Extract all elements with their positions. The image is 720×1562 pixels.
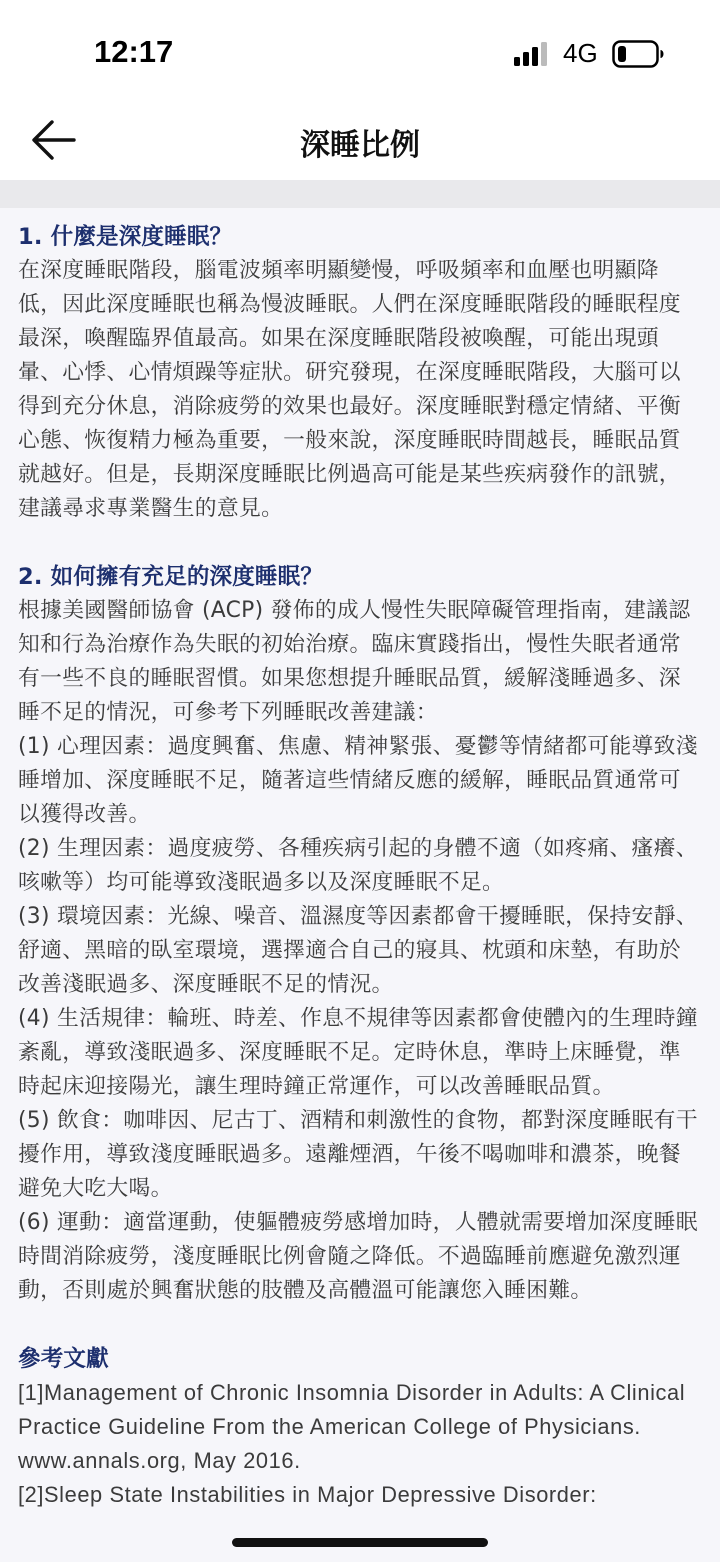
section-how-to-get-deep-sleep xyxy=(18,560,702,1308)
tip-diet: (5) 飲食：咖啡因、尼古丁、酒精和刺激性的食物，都對深度睡眠有干擾作用，導致淺度睡眠過多。遠離煙酒，午後不喝咖啡和濃茶，晚餐避免大吃大喝。 xyxy=(18,1108,698,1201)
cellular-signal-icon xyxy=(514,42,550,66)
page-title: 深睡比例 xyxy=(300,128,420,163)
tip-psychological: (1) 心理因素：過度興奮、焦慮、精神緊張、憂鬱等情緒都可能導致淺睡增加、深度睡眠不足，隨著這些情緒反應的緩解，睡眠品質通常可以獲得改善。 xyxy=(18,734,698,827)
tip-routine: (4) 生活規律：輪班、時差、作息不規律等因素都會使體內的生理時鐘紊亂，導致淺眠過多、深度睡眠不足。定時休息，準時上床睡覺，準時起床迎接陽光，讓生理時鐘正常運作，可以改善睡眠品質。 xyxy=(18,1006,698,1099)
section-paragraph: 根據美國醫師協會 (ACP) 發佈的成人慢性失眠障礙管理指南，建議認知和行為治療作為失眠的初始治療。臨床實踐指出，慢性失眠者通常有一些不良的睡眠習慣。如果您想提升睡眠品質，緩解淺睡過多、深睡不足的情況，可參考下列睡眠改善建議： xyxy=(18,598,691,725)
status-time: 12:17 xyxy=(94,34,174,69)
network-type: 4G xyxy=(563,38,598,68)
battery-low-icon xyxy=(612,40,664,68)
home-indicator[interactable] xyxy=(232,1538,488,1547)
reference-item: [2]Sleep State Instabilities in Major Depressive Disorder: xyxy=(18,1482,597,1507)
tip-exercise: (6) 運動：適當運動，使軀體疲勞感增加時，人體就需要增加深度睡眠時間消除疲勞，淺度睡眠比例會隨之降低。不過臨睡前應避免激烈運動，否則處於興奮狀態的肢體及高體溫可能讓您入睡困難。 xyxy=(18,1210,698,1303)
references-heading: 參考文獻 xyxy=(18,1346,109,1372)
status-bar xyxy=(0,0,720,104)
references-section xyxy=(18,1342,702,1512)
tip-physiological: (2) 生理因素：過度疲勞、各種疾病引起的身體不適（如疼痛、瘙癢、咳嗽等）均可能導致淺眠過多以及深度睡眠不足。 xyxy=(18,836,698,895)
navigation-bar xyxy=(0,104,720,180)
tip-environment: (3) 環境因素：光線、噪音、溫濕度等因素都會干擾睡眠，保持安靜、舒適、黑暗的臥室環境，選擇適合自己的寢具、枕頭和床墊，有助於改善淺眠過多、深度睡眠不足的情況。 xyxy=(18,904,698,997)
section-paragraph: 在深度睡眠階段，腦電波頻率明顯變慢，呼吸頻率和血壓也明顯降低，因此深度睡眠也稱為慢波睡眠。人們在深度睡眠階段的睡眠程度最深，喚醒臨界值最高。如果在深度睡眠階段被喚醒，可能出現頭暈、心悸、心情煩躁等症狀。研究發現，在深度睡眠階段，大腦可以得到充分休息，消除疲勞的效果也最好。深度睡眠對穩定情緒、平衡心態、恢復精力極為重要，一般來說，深度睡眠時間越長，睡眠品質就越好。但是，長期深度睡眠比例過高可能是某些疾病發作的訊號，建議尋求專業醫生的意見。 xyxy=(18,258,681,521)
section-what-is-deep-sleep xyxy=(18,220,702,526)
article-content[interactable] xyxy=(0,208,720,1562)
reference-item: [1]Management of Chronic Insomnia Disorder in Adults: A Clinical Practice Guideline From the American College of Physicians. www.annals.org, May 2016. xyxy=(18,1380,686,1473)
section-heading: 2. 如何擁有充足的深度睡眠？ xyxy=(18,564,324,590)
header-divider xyxy=(0,180,720,208)
section-heading: 1. 什麼是深度睡眠？ xyxy=(18,224,233,250)
